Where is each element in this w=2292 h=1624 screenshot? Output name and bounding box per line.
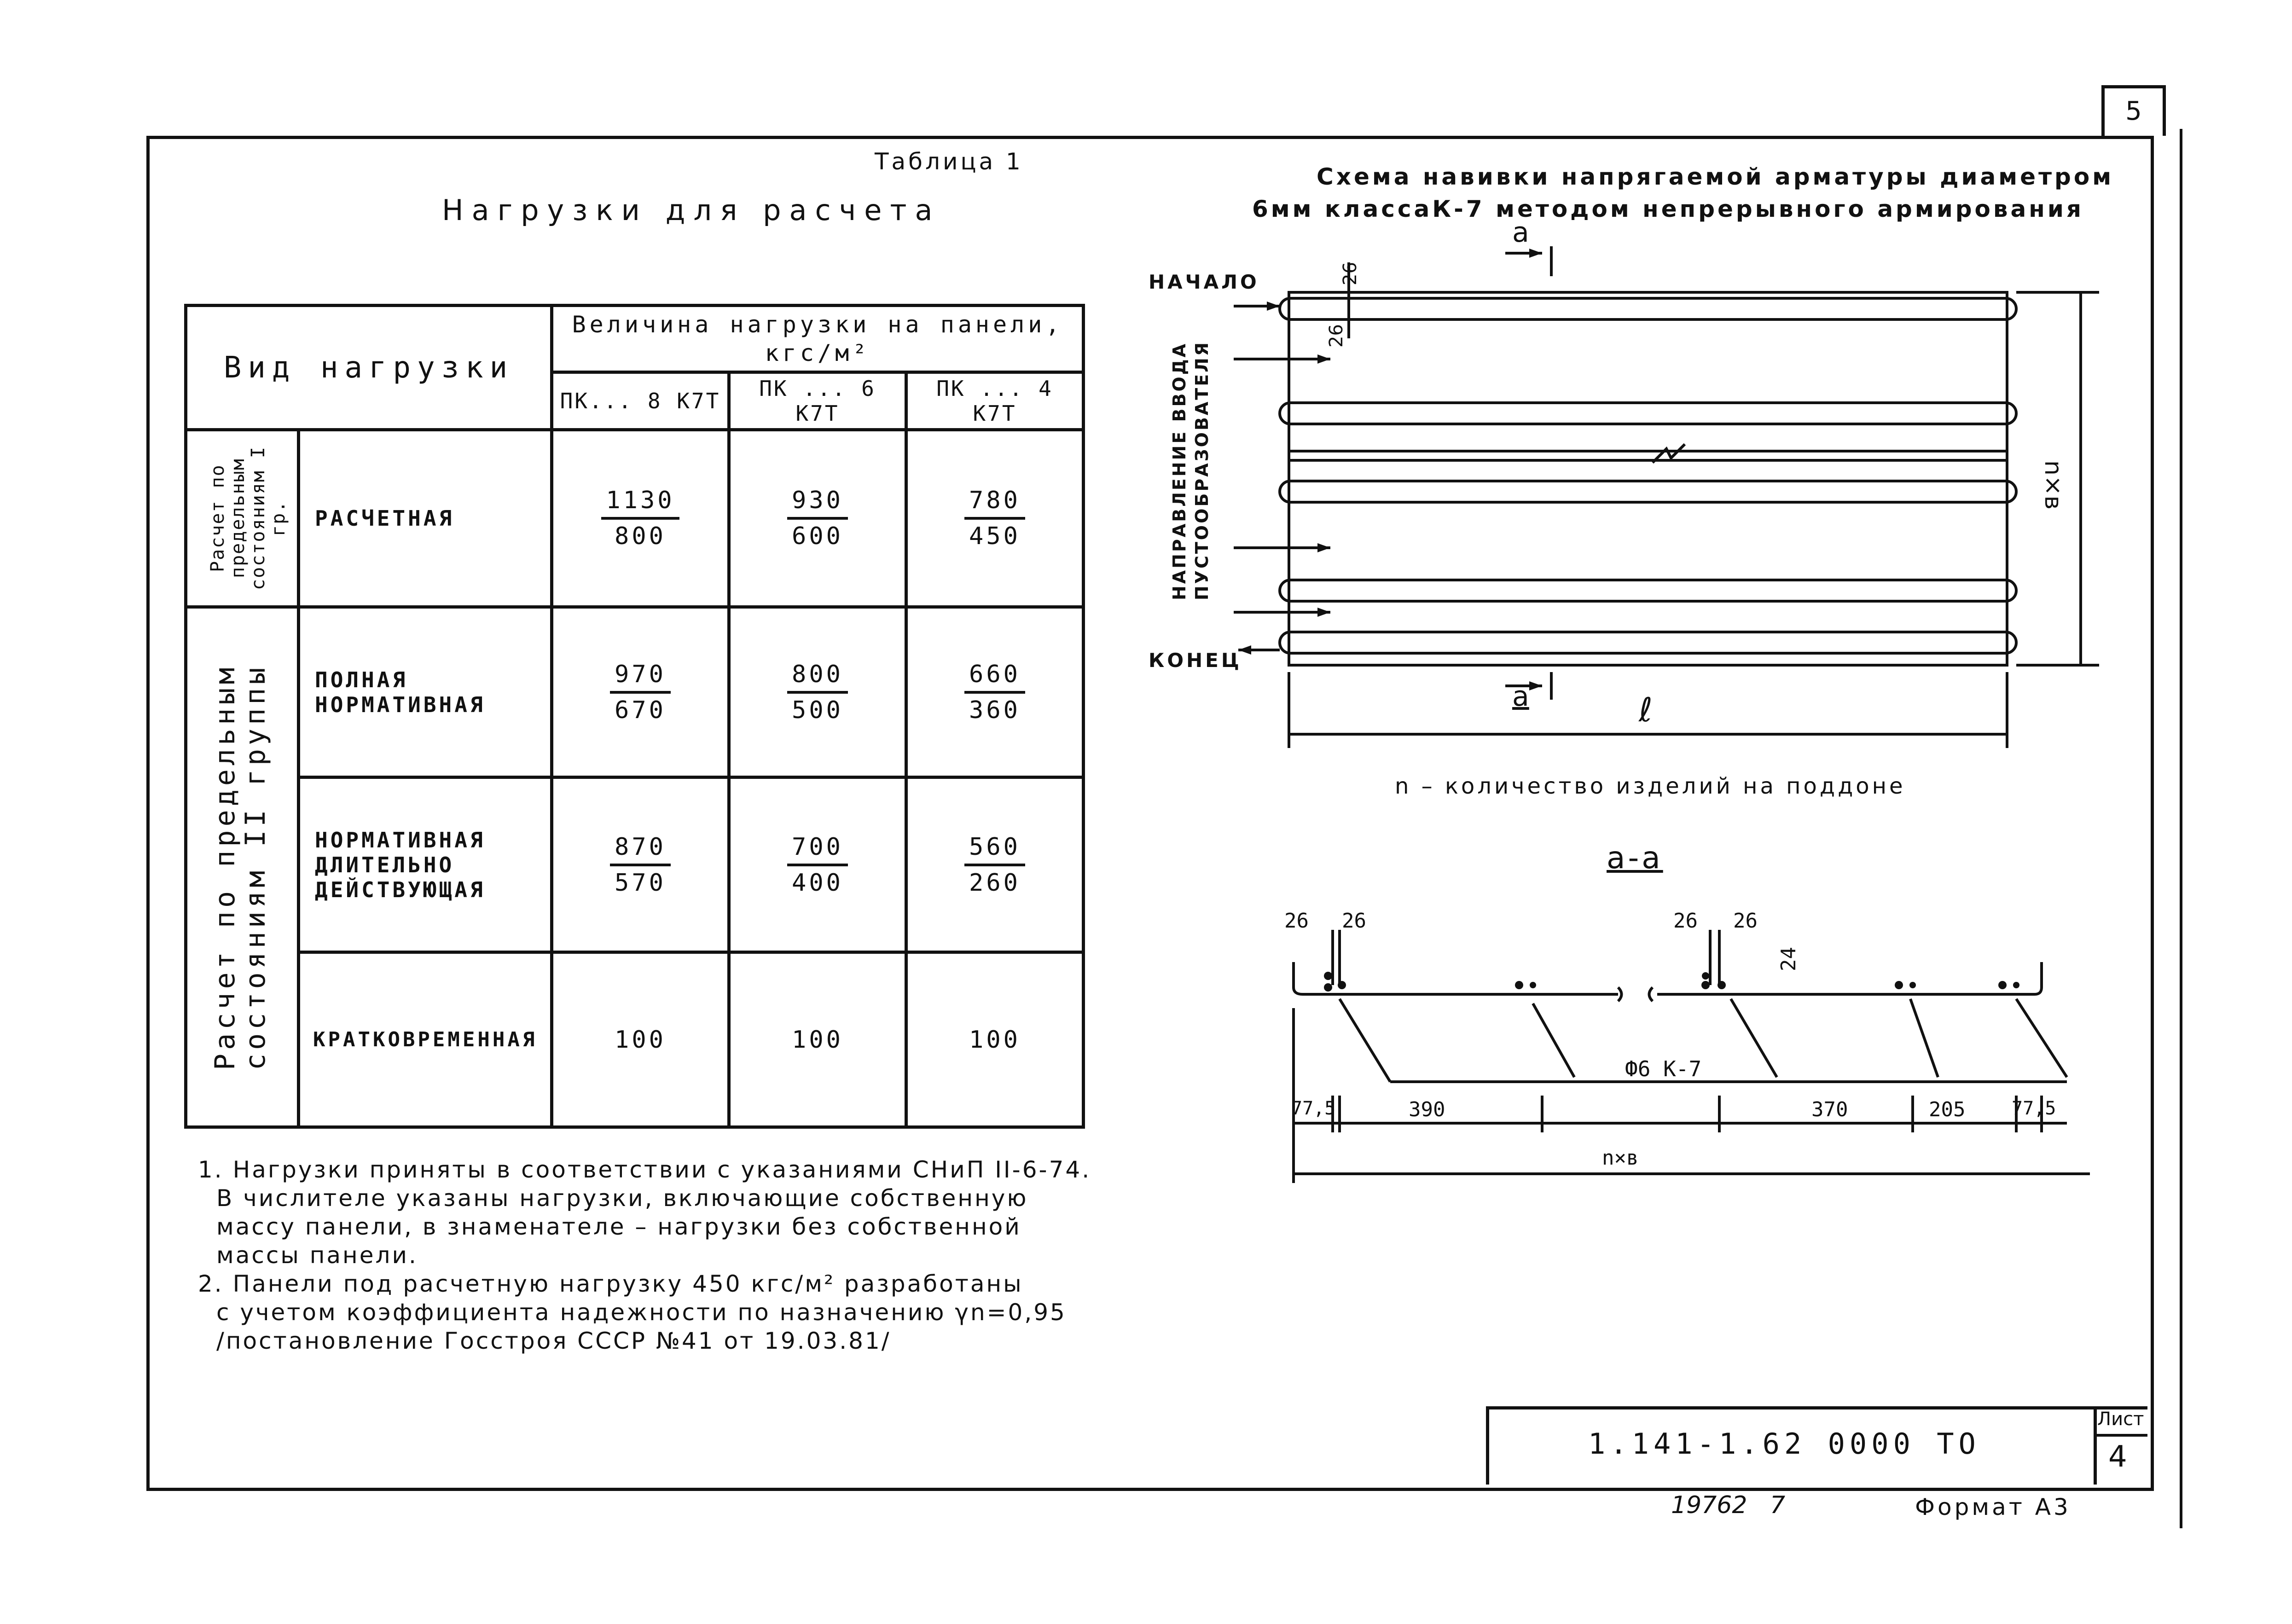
- bar-dot: [1324, 983, 1332, 992]
- leader-line: [1533, 1003, 1574, 1077]
- value-numerator: 700: [787, 833, 848, 866]
- value-cell: [552, 607, 729, 777]
- section-dim-26-left-a: 26: [1284, 909, 1309, 933]
- dim-l: ℓ: [1639, 690, 1653, 729]
- value-fraction: [610, 661, 671, 724]
- value-fraction: [964, 833, 1025, 897]
- value-cell: [906, 607, 1084, 777]
- value-cell: [729, 952, 906, 1127]
- section-dim-77-right: 77,5: [2012, 1098, 2056, 1119]
- value-cell: [906, 952, 1084, 1127]
- column-header: ПК ... 6 К7Т: [759, 376, 876, 426]
- value-cell: [729, 777, 906, 952]
- value-cell: [552, 430, 729, 607]
- row-label: РАСЧЕТНАЯ: [299, 430, 552, 607]
- value-fraction: [787, 833, 848, 897]
- pallet-profile-left: [1294, 962, 1618, 994]
- note-line: В числителе указаны нагрузки, включающие собственную: [216, 1185, 1028, 1212]
- table-row: [186, 952, 1084, 1127]
- note-line: с учетом коэффициента надежности по назначению γn=0,95: [216, 1299, 1067, 1326]
- section-dim-370: 370: [1811, 1098, 1848, 1121]
- section-dim-26-right-a: 26: [1673, 909, 1698, 933]
- pallet-profile-right: [1657, 962, 2042, 994]
- dim-arrowhead: [1529, 681, 1542, 690]
- table-row: [186, 607, 1084, 777]
- leader-line: [2016, 999, 2067, 1077]
- value-cell: [729, 430, 906, 607]
- value-numerator: 560: [964, 833, 1025, 866]
- value-denominator: 670: [615, 696, 666, 724]
- wire-loop: [1280, 298, 2016, 319]
- value-fraction: [787, 487, 848, 550]
- paper-format: Формат А3: [1915, 1494, 2071, 1520]
- value-single: 100: [792, 1026, 843, 1054]
- section-title: а-а: [1607, 840, 1663, 876]
- leader-line: [1340, 999, 1390, 1082]
- value-denominator: 360: [969, 696, 1021, 724]
- bar-dot: [1515, 981, 1523, 989]
- group2-label: Расчет по предельным состояниям II группы: [209, 664, 272, 1070]
- column-header: ПК ... 4 К7Т: [936, 376, 1053, 426]
- start-arrowhead: [1267, 302, 1280, 311]
- sheet-number: 4: [2108, 1440, 2127, 1474]
- value-denominator: 400: [792, 869, 843, 897]
- header-magnitude: Величина нагрузки на панели, кгс/м²: [572, 311, 1063, 366]
- header-type-cell: [186, 306, 552, 430]
- section-total: n×в: [1602, 1146, 1639, 1170]
- section-drawing: [1284, 893, 2099, 1188]
- direction-arrowhead: [1317, 543, 1330, 552]
- schema-legend: n – количество изделий на поддоне: [1395, 773, 1906, 799]
- value-numerator: 970: [610, 661, 671, 694]
- value-numerator: 800: [787, 661, 848, 694]
- notes: [198, 1155, 1091, 1355]
- dim-nxb: n×в: [2039, 460, 2067, 510]
- group1-cell: [186, 430, 299, 607]
- wire-loop: [1280, 403, 2016, 424]
- value-denominator: 260: [969, 869, 1021, 897]
- value-fraction: [964, 661, 1025, 724]
- value-fraction: [787, 661, 848, 724]
- section-dim-205: 205: [1929, 1098, 1966, 1121]
- value-numerator: 1130: [601, 487, 679, 520]
- bar-dot: [1718, 981, 1726, 989]
- value-numerator: 660: [964, 661, 1025, 694]
- value-fraction: [601, 487, 679, 550]
- section-dim-26-left-b: 26: [1342, 909, 1366, 933]
- note-line: /постановление Госстроя СССР №41 от 19.03.81/: [216, 1328, 891, 1354]
- leader-line: [1731, 999, 1777, 1077]
- document-code: 1.141-1.62 0000 ТО: [1588, 1427, 1980, 1461]
- bar-dot: [1909, 982, 1916, 988]
- dim-a-bottom: а: [1512, 680, 1529, 713]
- wire-loop: [1280, 632, 2016, 653]
- bar-dot: [1998, 981, 2007, 989]
- corner-sheet-box: [2101, 85, 2166, 136]
- winding-schema: [1142, 230, 2131, 760]
- inventory-number: 19762 7: [1671, 1491, 1786, 1519]
- bar-dot: [1324, 972, 1332, 980]
- table-row: [186, 430, 1084, 607]
- value-denominator: 800: [615, 522, 666, 550]
- column-header: ПК... 8 К7Т: [560, 389, 721, 413]
- bar-label: Ф6 К-7: [1625, 1056, 1702, 1081]
- value-cell: [729, 607, 906, 777]
- sheet-label: Лист: [2097, 1409, 2144, 1430]
- note-line: 2. Панели под расчетную нагрузку 450 кгс/м² разработаны: [198, 1270, 1023, 1297]
- bar-dot: [1701, 981, 1710, 989]
- sheet-divider: [2094, 1434, 2147, 1437]
- value-numerator: 780: [964, 487, 1025, 520]
- wire-loop: [1280, 481, 2016, 502]
- section-dim-390: 390: [1409, 1098, 1445, 1121]
- break-mark: [1649, 987, 1653, 1001]
- note-line: массы панели.: [216, 1242, 418, 1269]
- dim-26-mid: 26: [1326, 324, 1347, 348]
- dim-a-top: а: [1512, 216, 1529, 249]
- schema-title-line1: Схема навивки напрягаемой арматуры диаметром: [1317, 163, 2114, 190]
- table-title: Нагрузки для расчета: [442, 193, 941, 227]
- bar-dot: [2013, 982, 2019, 988]
- schema-title-line2: 6мм классаК-7 методом непрерывного армирования: [1252, 196, 2084, 222]
- value-single: 100: [615, 1026, 666, 1054]
- start-label: НАЧАЛО: [1149, 271, 1259, 293]
- value-denominator: 500: [792, 696, 843, 724]
- note-line: массу панели, в знаменателе – нагрузки без собственной: [216, 1213, 1021, 1240]
- row-label: ПОЛНАЯ НОРМАТИВНАЯ: [299, 607, 552, 777]
- value-numerator: 930: [787, 487, 848, 520]
- table-caption: Таблица 1: [875, 148, 1023, 175]
- column-header-cell: [552, 372, 729, 430]
- value-fraction: [610, 833, 671, 897]
- group1-label: Расчет по предельным состояниям I гр.: [207, 446, 289, 591]
- group2-cell: [186, 607, 299, 1127]
- right-edge-line: [2180, 129, 2182, 1528]
- direction-arrowhead: [1317, 354, 1330, 364]
- value-denominator: 600: [792, 522, 843, 550]
- header-magnitude-cell: [552, 306, 1084, 372]
- value-cell: [552, 952, 729, 1127]
- table-row: [186, 777, 1084, 952]
- column-header-cell: [729, 372, 906, 430]
- direction-label-line1: НАПРАВЛЕНИЕ ВВОДА: [1169, 342, 1190, 601]
- column-header-cell: [906, 372, 1084, 430]
- value-cell: [906, 777, 1084, 952]
- section-dim-24: 24: [1777, 947, 1800, 971]
- section-dim-26-right-b: 26: [1733, 909, 1758, 933]
- value-numerator: 870: [610, 833, 671, 866]
- bar-dot: [1338, 981, 1346, 989]
- dim-26-top: 26: [1340, 262, 1361, 285]
- direction-arrowhead: [1317, 608, 1330, 617]
- corner-sheet-number: 5: [2125, 96, 2142, 126]
- header-type: Вид нагрузки: [223, 350, 514, 385]
- value-denominator: 570: [615, 869, 666, 897]
- value-cell: [552, 777, 729, 952]
- bar-dot: [1530, 982, 1536, 988]
- dim-arrowhead: [1529, 249, 1542, 258]
- row-label: КРАТКОВРЕМЕННАЯ: [299, 952, 552, 1127]
- value-denominator: 450: [969, 522, 1021, 550]
- value-single: 100: [969, 1026, 1021, 1054]
- note-line: 1. Нагрузки приняты в соответствии с указаниями СНиП II-6-74.: [198, 1156, 1091, 1183]
- loads-table: [184, 304, 1085, 1129]
- leader-line: [1910, 999, 1938, 1077]
- bar-dot: [1702, 972, 1709, 980]
- wire-loop: [1280, 580, 2016, 601]
- section-dim-77-left: 77,5: [1291, 1098, 1336, 1119]
- row-label: НОРМАТИВНАЯ ДЛИТЕЛЬНО ДЕЙСТВУЮЩАЯ: [299, 777, 552, 952]
- break-mark: [1618, 987, 1622, 1001]
- end-label: КОНЕЦ: [1149, 649, 1242, 672]
- value-fraction: [964, 487, 1025, 550]
- panel-outline: [1289, 292, 2007, 665]
- bar-dot: [1895, 981, 1903, 989]
- direction-label: [1169, 341, 1229, 617]
- direction-label-line2: ПУСТООБРАЗОВАТЕЛЯ: [1192, 341, 1213, 601]
- value-cell: [906, 430, 1084, 607]
